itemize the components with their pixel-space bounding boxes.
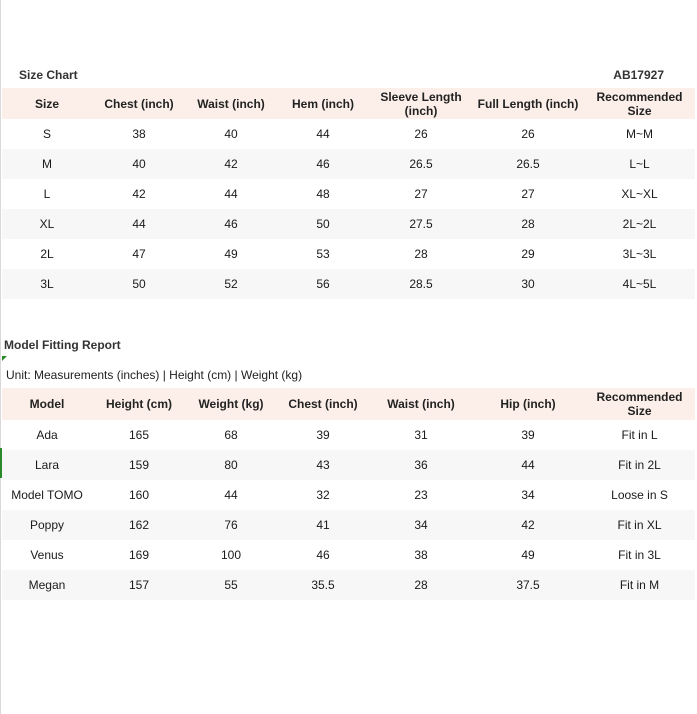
cell: 38	[414, 548, 428, 562]
cell: 26.5	[472, 149, 584, 179]
cell: Venus	[30, 548, 64, 562]
cell: Loose in S	[611, 488, 668, 502]
cell: Poppy	[2, 510, 92, 540]
model-row	[2, 450, 695, 480]
header-full-length: Full Length (inch)	[472, 88, 584, 119]
size-row	[2, 239, 695, 269]
cell: M~M	[626, 127, 653, 141]
cell: 23	[414, 488, 428, 502]
cell: 157	[92, 570, 186, 600]
cell: L~L	[584, 149, 695, 179]
cell: Lara	[2, 450, 92, 480]
model-row	[2, 420, 695, 450]
size-row	[2, 179, 695, 209]
cell: 42	[186, 149, 276, 179]
size-chart-table	[2, 88, 695, 299]
cell: 46	[316, 548, 330, 562]
header-chest: Chest (inch)	[276, 388, 370, 420]
cell: 55	[186, 570, 276, 600]
model-row	[2, 480, 695, 510]
cell: 30	[472, 269, 584, 299]
size-chart-title: Size Chart	[19, 68, 78, 82]
header-waist: Waist (inch)	[370, 388, 472, 420]
size-row	[2, 209, 695, 239]
fitting-report-table	[2, 388, 695, 600]
cell: 39	[316, 428, 330, 442]
cell: Megan	[2, 570, 92, 600]
cell: 50	[276, 209, 370, 239]
cell: 76	[186, 510, 276, 540]
header-height: Height (cm)	[92, 388, 186, 420]
cell: 2L~2L	[584, 209, 695, 239]
cell: 44	[224, 187, 238, 201]
cell-marker-icon	[2, 356, 7, 361]
cell: 31	[414, 428, 428, 442]
cell: 28	[370, 570, 472, 600]
header-hip: Hip (inch)	[472, 388, 584, 420]
header-size: Size	[2, 88, 92, 119]
model-row	[2, 570, 695, 600]
cell: Fit in XL	[584, 510, 695, 540]
cell: M	[2, 149, 92, 179]
cell: Fit in 2L	[584, 450, 695, 480]
cell: 28.5	[370, 269, 472, 299]
cell: XL	[2, 209, 92, 239]
size-row	[2, 149, 695, 179]
cell: 40	[224, 127, 238, 141]
cell: 162	[92, 510, 186, 540]
cell: 44	[224, 488, 238, 502]
cell: 36	[370, 450, 472, 480]
cell: 44	[316, 127, 330, 141]
cell: 47	[132, 247, 146, 261]
cell: 3L~3L	[622, 247, 657, 261]
cell: S	[42, 127, 51, 141]
size-row	[2, 119, 695, 149]
fitting-header-row	[2, 388, 695, 420]
cell: 3L	[2, 269, 92, 299]
cell: 56	[276, 269, 370, 299]
cell: 44	[92, 209, 186, 239]
product-code: AB17927	[613, 68, 664, 82]
cell: 169	[128, 548, 150, 562]
cell: 43	[276, 450, 370, 480]
cell: 160	[128, 488, 150, 502]
cell: Fit in M	[584, 570, 695, 600]
header-recommended-size: Recommended Size	[584, 388, 695, 420]
cell: 4L~5L	[584, 269, 695, 299]
cell: 2L	[40, 247, 54, 261]
header-chest: Chest (inch)	[92, 88, 186, 119]
cell: 50	[92, 269, 186, 299]
cell: 53	[316, 247, 330, 261]
cell: L	[43, 187, 51, 201]
cell: 28	[472, 209, 584, 239]
cell: 100	[220, 548, 242, 562]
cell: 42	[472, 510, 584, 540]
cell: 40	[92, 149, 186, 179]
model-row	[2, 540, 695, 570]
header-hem: Hem (inch)	[276, 88, 370, 119]
cell: 165	[128, 428, 150, 442]
cell: 42	[132, 187, 146, 201]
cell: 35.5	[276, 570, 370, 600]
cell: XL~XL	[621, 187, 658, 201]
left-border	[0, 0, 1, 714]
header-weight: Weight (kg)	[186, 388, 276, 420]
cell: 26	[414, 127, 428, 141]
cell: 46	[276, 149, 370, 179]
size-chart-header-row	[2, 88, 695, 119]
unit-note: Unit: Measurements (inches) | Height (cm) | Weight (kg)	[6, 368, 303, 382]
cell: 28	[414, 247, 428, 261]
size-row	[2, 269, 695, 299]
cell: 27	[414, 187, 428, 201]
header-recommended-size: Recommended Size	[584, 88, 695, 119]
cell: Fit in 3L	[618, 548, 661, 562]
header-model: Model	[2, 388, 92, 420]
fitting-report-title: Model Fitting Report	[4, 338, 121, 352]
model-row	[2, 510, 695, 540]
cell: 27.5	[370, 209, 472, 239]
cell: 44	[472, 450, 584, 480]
cell: 46	[186, 209, 276, 239]
cell: 68	[224, 428, 238, 442]
cell: 80	[186, 450, 276, 480]
header-sleeve-length: Sleeve Length (inch)	[370, 88, 472, 119]
cell: Ada	[36, 428, 58, 442]
cell: 27	[521, 187, 535, 201]
cell: 159	[92, 450, 186, 480]
cell: 41	[276, 510, 370, 540]
cell: 26	[521, 127, 535, 141]
cell: 52	[186, 269, 276, 299]
cell: 29	[521, 247, 535, 261]
cell: 39	[521, 428, 535, 442]
header-waist: Waist (inch)	[186, 88, 276, 119]
cell: 49	[224, 247, 238, 261]
cell: 38	[132, 127, 146, 141]
cell: 48	[316, 187, 330, 201]
cell: 34	[521, 488, 535, 502]
cell: 34	[370, 510, 472, 540]
cell: Fit in L	[621, 428, 658, 442]
cell: 49	[521, 548, 535, 562]
cell: 32	[316, 488, 330, 502]
cell: Model TOMO	[11, 488, 83, 502]
cell: 26.5	[370, 149, 472, 179]
cell: 37.5	[472, 570, 584, 600]
